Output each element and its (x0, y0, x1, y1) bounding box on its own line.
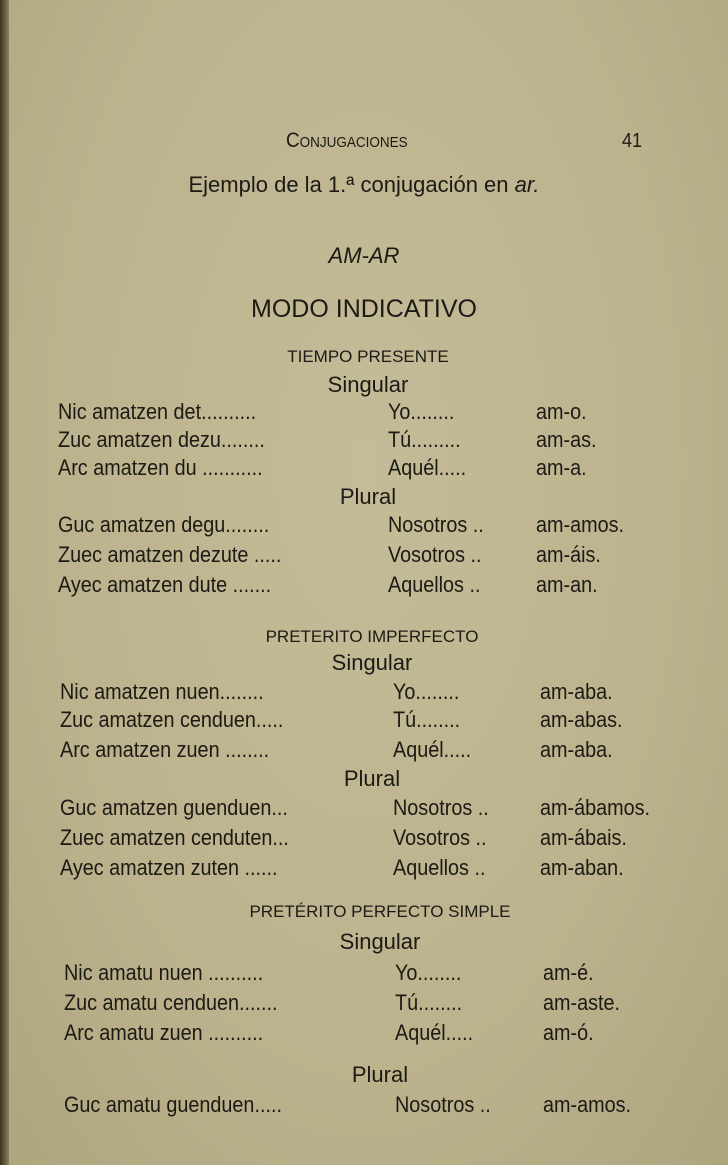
verb-title: AM-AR (328, 243, 400, 268)
tense-heading: PRETERITO IMPERFECTO (265, 627, 479, 646)
spanish-form: am-aba. (540, 737, 613, 762)
number-label: Singular (339, 929, 421, 954)
basque-form: Arc amatzen du ........... (58, 455, 263, 480)
basque-form: Zuec amatzen dezute ..... (58, 542, 282, 567)
spanish-pronoun: Aquellos .. (393, 855, 486, 880)
spanish-pronoun: Aquél..... (393, 737, 472, 762)
spanish-pronoun: Yo........ (393, 679, 460, 704)
spanish-pronoun: Nosotros .. (393, 795, 489, 820)
spanish-pronoun: Vosotros .. (393, 825, 487, 850)
number-label: Singular (327, 372, 409, 397)
basque-form: Nic amatzen det.......... (58, 399, 257, 424)
basque-form: Zuc amatzen cenduen..... (60, 707, 284, 732)
spanish-form: am-an. (536, 572, 598, 597)
spanish-form: am-áis. (536, 542, 601, 567)
spanish-form: am-aba. (540, 679, 613, 704)
number-label: Plural (339, 484, 397, 509)
basque-form: Zuc amatzen dezu........ (58, 427, 265, 452)
basque-form: Zuc amatu cenduen....... (64, 990, 278, 1015)
spanish-form: am-aban. (540, 855, 624, 880)
basque-form: Zuec amatzen cenduten... (60, 825, 289, 850)
spanish-form: am-as. (536, 427, 597, 452)
basque-form: Guc amatzen degu........ (58, 512, 270, 537)
number-label: Plural (351, 1062, 409, 1087)
spanish-form: am-amos. (543, 1092, 632, 1117)
spanish-form: am-abas. (540, 707, 623, 732)
spanish-pronoun: Nosotros .. (395, 1092, 491, 1117)
page-number: 41 (622, 130, 643, 152)
spanish-form: am-ábais. (540, 825, 627, 850)
spanish-form: am-ó. (543, 1020, 594, 1045)
example-heading-text: Ejemplo de la 1.ª conjugación en (188, 172, 515, 197)
spanish-pronoun: Aquél..... (395, 1020, 474, 1045)
basque-form: Guc amatu guenduen..... (64, 1092, 282, 1117)
spanish-pronoun: Vosotros .. (388, 542, 482, 567)
tense-heading: PRETÉRITO PERFECTO SIMPLE (249, 902, 511, 921)
spanish-form: am-aste. (543, 990, 621, 1015)
example-heading-suffix: ar. (514, 172, 540, 197)
basque-form: Arc amatzen zuen ........ (60, 737, 270, 762)
basque-form: Guc amatzen guenduen... (60, 795, 288, 820)
spanish-pronoun: Tú........ (395, 990, 463, 1015)
basque-form: Nic amatu nuen .......... (64, 960, 264, 985)
example-heading (0, 172, 728, 198)
spanish-pronoun: Tú........ (393, 707, 461, 732)
tense-heading: TIEMPO PRESENTE (287, 347, 449, 366)
number-label: Plural (343, 766, 401, 791)
number-label: Singular (331, 650, 413, 675)
mood-title: MODO INDICATIVO (251, 295, 477, 323)
spanish-form: am-o. (536, 399, 587, 424)
basque-form: Ayec amatzen zuten ...... (60, 855, 278, 880)
spanish-form: am-amos. (536, 512, 625, 537)
spanish-form: am-a. (536, 455, 587, 480)
spanish-pronoun: Aquellos .. (388, 572, 481, 597)
spanish-form: am-ábamos. (540, 795, 651, 820)
spanish-pronoun: Nosotros .. (388, 512, 484, 537)
basque-form: Nic amatzen nuen........ (60, 679, 264, 704)
basque-form: Arc amatu zuen .......... (64, 1020, 264, 1045)
spanish-pronoun: Yo........ (395, 960, 462, 985)
basque-form: Ayec amatzen dute ....... (58, 572, 272, 597)
spanish-pronoun: Yo........ (388, 399, 455, 424)
running-header: Conjugaciones (286, 129, 408, 152)
spanish-pronoun: Tú......... (388, 427, 461, 452)
spanish-pronoun: Aquél..... (388, 455, 467, 480)
spanish-form: am-é. (543, 960, 594, 985)
